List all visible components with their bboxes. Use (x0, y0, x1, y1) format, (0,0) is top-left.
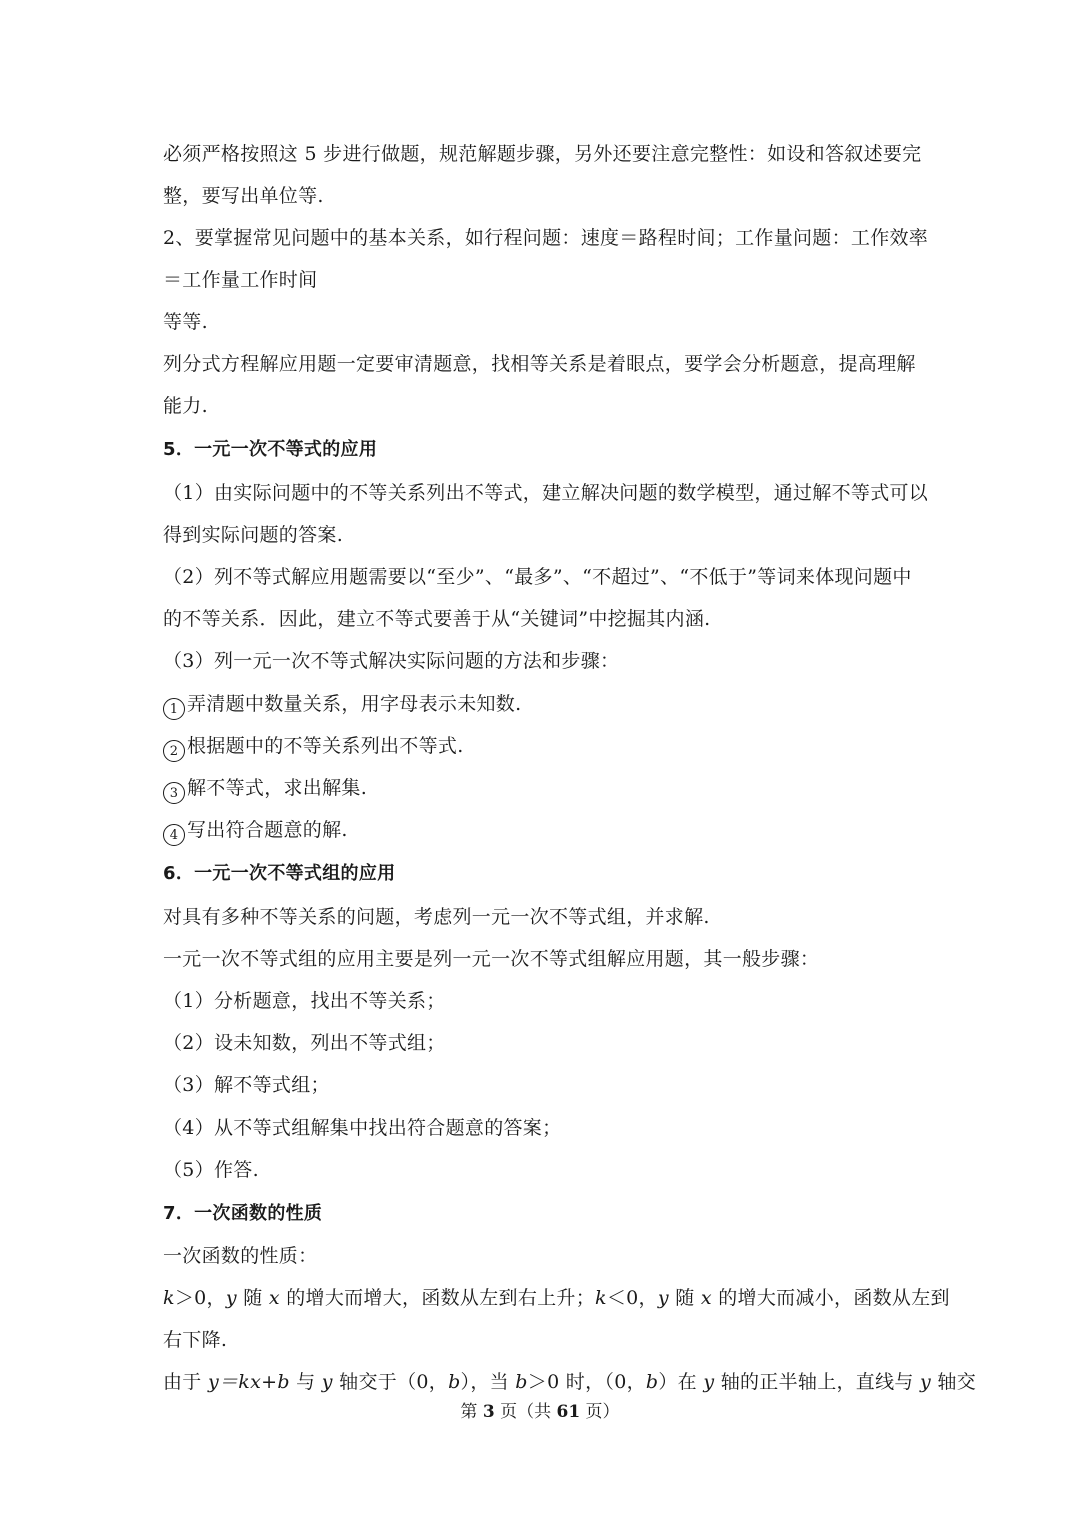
text-line: 右下降. (163, 1329, 228, 1351)
text-line: 必须严格按照这 5 步进行做题，规范解题步骤，另外还要注意完整性：如设和答叙述要完 (163, 143, 922, 165)
page-number: 3 (482, 1402, 495, 1422)
text-line: （1）由实际问题中的不等关系列出不等式，建立解决问题的数学模型，通过解不等式可以 (163, 482, 929, 504)
step-item: 3 解不等式，求出解集. (163, 775, 923, 804)
text-line: （3）列一元一次不等式解决实际问题的方法和步骤： (163, 650, 620, 672)
list-item: （4）从不等式组解集中找出符合题意的答案； (163, 1117, 562, 1139)
text-line: （2）列不等式解应用题需要以“至少”、“最多”、“不超过”、“不低于”等词来体现问题中 (163, 566, 912, 588)
text-line: k＞0，y 随 x 的增大而增大，函数从左到右上升；k＜0，y 随 x 的增大而减小，函数从左到 (163, 1287, 950, 1309)
text-line: 得到实际问题的答案. (163, 524, 344, 546)
circled-number: 3 (163, 782, 185, 804)
list-item: （3）解不等式组； (163, 1074, 330, 1096)
list-item: （2）设未知数，列出不等式组； (163, 1032, 446, 1054)
page-footer: 第 3 页（共 61 页） (460, 1402, 620, 1422)
text-line: 整，要写出单位等. (163, 185, 324, 207)
section-heading-5: 5．一元一次不等式的应用 (163, 439, 378, 460)
text-line: 对具有多种不等关系的问题，考虑列一元一次不等式组，并求解. (163, 906, 710, 928)
circled-number: 2 (163, 740, 185, 762)
text-line: 一次函数的性质： (163, 1245, 318, 1267)
text-line: 等等. (163, 311, 208, 333)
circled-number: 4 (163, 824, 185, 846)
section-heading-7: 7．一次函数的性质 (163, 1203, 323, 1224)
text-line: 能力. (163, 395, 208, 417)
section-heading-6: 6．一元一次不等式组的应用 (163, 863, 396, 884)
text-line: 列分式方程解应用题一定要审清题意，找相等关系是着眼点，要学会分析题意，提高理解 (163, 353, 916, 375)
total-pages: 61 (556, 1402, 581, 1422)
text-line: 2、要掌握常见问题中的基本关系，如行程问题：速度＝路程时间；工作量问题：工作效率 (163, 227, 929, 249)
step-item: 4 写出符合题意的解. (163, 817, 923, 846)
list-item: （1）分析题意，找出不等关系； (163, 990, 446, 1012)
list-item: （5）作答. (163, 1159, 259, 1181)
text-line: 由于 y＝kx+b 与 y 轴交于（0，b），当 b＞0 时，（0，b）在 y 轴的正半轴上，直线与 y 轴交 (163, 1371, 977, 1393)
circled-number: 1 (163, 698, 185, 720)
text-line: 一元一次不等式组的应用主要是列一元一次不等式组解应用题，其一般步骤： (163, 948, 820, 970)
text-line: 的不等关系．因此，建立不等式要善于从“关键词”中挖掘其内涵. (163, 608, 711, 630)
step-item: 1 弄清题中数量关系，用字母表示未知数. (163, 691, 923, 720)
text-line: ＝工作量工作时间 (163, 269, 318, 291)
step-item: 2 根据题中的不等关系列出不等式. (163, 733, 923, 762)
